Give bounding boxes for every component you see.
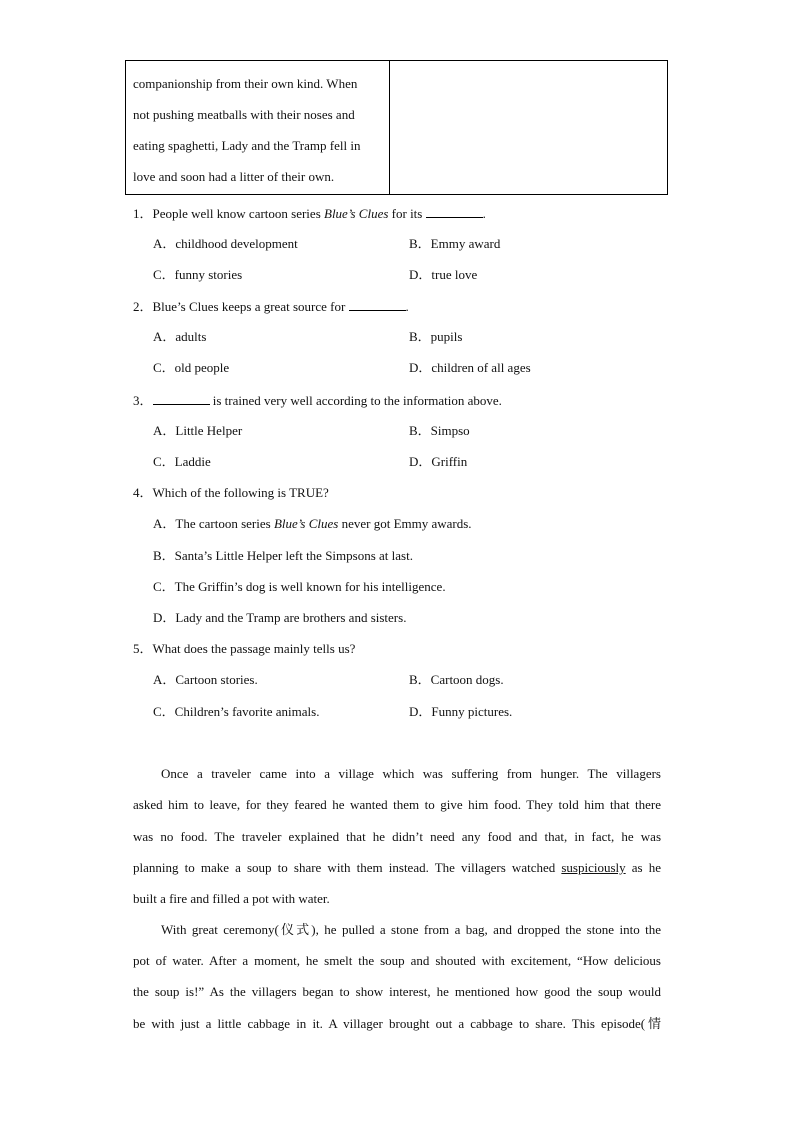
question-italic: Blue’s Clues (324, 206, 389, 221)
option-d[interactable]: D．Griffin (409, 454, 468, 469)
passage-line: With great ceremony(仪式), he pulled a stone from a bag, and dropped the stone into the (161, 922, 661, 937)
question-text: Blue’s Clues keeps a great source for (152, 299, 349, 314)
passage-line: Once a traveler came into a village which was suffering from hunger. The villagers (161, 766, 661, 781)
table-line: love and soon had a litter of their own. (133, 169, 335, 184)
passage-line: asked him to leave, for they feared he wanted them to give him food. They told him that there (133, 797, 661, 812)
passage-text: as he (625, 860, 661, 875)
table-cell-left (126, 61, 390, 194)
option-text: A．The cartoon series (153, 516, 274, 531)
question-number: 1． (133, 206, 153, 221)
question-text: is trained very well according to the information above. (209, 393, 502, 408)
question-text: . (482, 206, 486, 221)
question-text: What does the passage mainly tells us? (152, 641, 356, 656)
passage-line (133, 852, 661, 883)
option-b[interactable]: B．Cartoon dogs. (409, 672, 504, 687)
question-2 (133, 298, 409, 315)
passage-line: be with just a little cabbage in it. A villager brought out a cabbage to share. This episode(情 (133, 1016, 661, 1031)
passage-line: was no food. The traveler explained that he didn’t need any food and that, in fact, he was (133, 829, 661, 844)
passage-line: pot of water. After a moment, he smelt the soup and shouted with excitement, “How delicious (133, 953, 661, 968)
option-c[interactable]: C．old people (153, 360, 230, 375)
question-text: People well know cartoon series (152, 206, 324, 221)
table-cell-right (390, 61, 667, 194)
question-1 (133, 205, 486, 222)
question-number: 2． (133, 299, 153, 314)
question-4 (133, 485, 329, 501)
option-c[interactable]: C．The Griffin’s dog is well known for his intelligence. (153, 579, 446, 594)
option-a[interactable]: A．adults (153, 329, 207, 344)
question-text: for its (388, 206, 426, 221)
question-text: . (405, 299, 409, 314)
option-d[interactable]: D．Lady and the Tramp are brothers and sisters. (153, 610, 407, 625)
option-b[interactable]: B．Santa’s Little Helper left the Simpsons at last. (153, 548, 413, 563)
question-number: 5． (133, 641, 153, 656)
option-b[interactable]: B．pupils (409, 329, 463, 344)
option-b[interactable]: B．Simpso (409, 423, 470, 438)
option-a[interactable] (153, 516, 472, 532)
option-b[interactable]: B．Emmy award (409, 236, 501, 251)
option-a[interactable]: A．Little Helper (153, 423, 243, 438)
option-a[interactable]: A．childhood development (153, 236, 298, 251)
answer-blank (349, 298, 406, 311)
option-text: never got Emmy awards. (338, 516, 472, 531)
table-line: companionship from their own kind. When (133, 76, 358, 91)
option-c[interactable]: C．funny stories (153, 267, 243, 282)
table-line: not pushing meatballs with their noses and (133, 107, 355, 122)
option-d[interactable]: D．children of all ages (409, 360, 531, 375)
passage-table (125, 60, 668, 195)
question-number: 4． (133, 485, 153, 500)
option-d[interactable]: D．Funny pictures. (409, 704, 513, 719)
option-a[interactable]: A．Cartoon stories. (153, 672, 258, 687)
answer-blank (426, 205, 483, 218)
question-3 (133, 392, 502, 409)
option-d[interactable]: D．true love (409, 267, 478, 282)
option-c[interactable]: C．Children’s favorite animals. (153, 704, 320, 719)
passage-text: planning to make a soup to share with them instead. The villagers watched (133, 860, 562, 875)
option-italic: Blue’s Clues (273, 516, 339, 531)
underlined-word: suspiciously (561, 860, 626, 875)
question-number: 3． (133, 393, 153, 408)
passage-line: the soup is!” As the villagers began to show interest, he mentioned how good the soup would (133, 984, 661, 999)
answer-blank (153, 392, 210, 405)
table-line: eating spaghetti, Lady and the Tramp fell in (133, 138, 361, 153)
question-text: Which of the following is TRUE? (152, 485, 329, 500)
option-c[interactable]: C．Laddie (153, 454, 211, 469)
passage-line: built a fire and filled a pot with water. (133, 891, 330, 906)
question-5 (133, 641, 355, 657)
